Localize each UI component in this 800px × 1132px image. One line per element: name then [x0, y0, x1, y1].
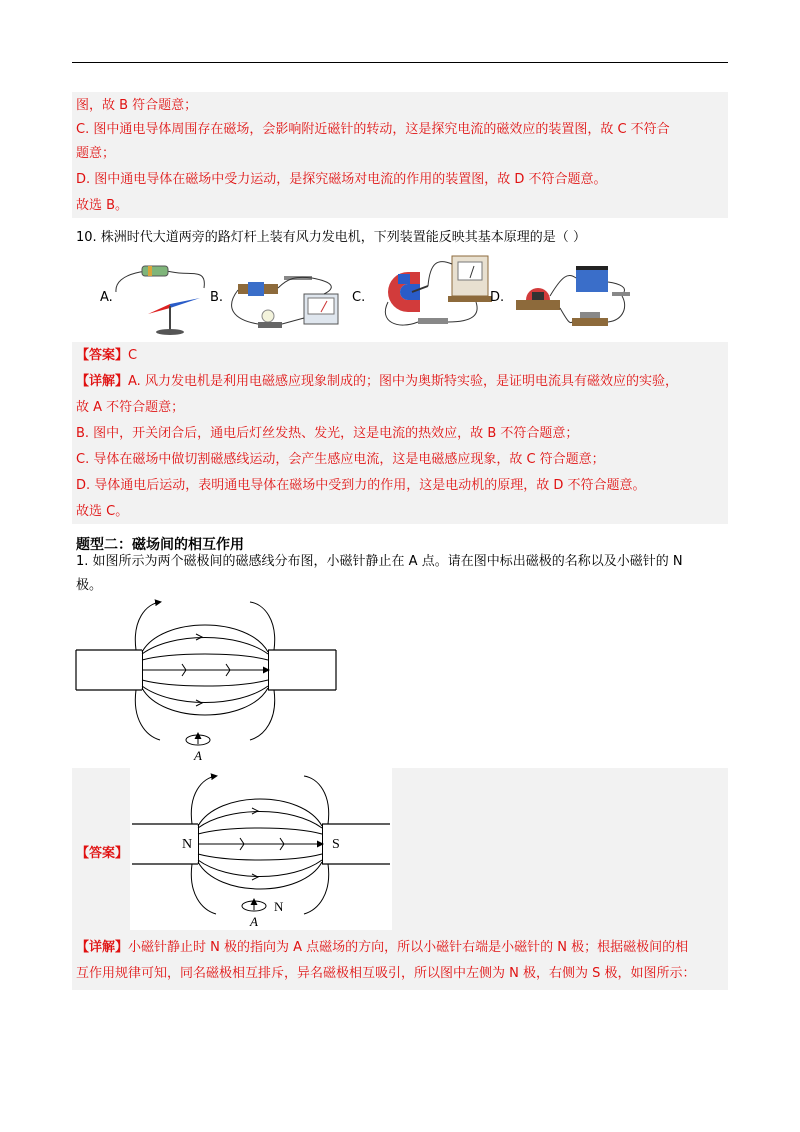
right-pole-label: S	[332, 837, 340, 852]
option-a-label: A.	[100, 290, 113, 305]
option-c-label: C.	[352, 290, 366, 305]
option-d-figure	[512, 262, 632, 334]
text-line: A. 风力发电机是利用电磁感应现象制成的；图中为奥斯特实验，是证明电流具有磁效应的实验，	[128, 374, 678, 389]
answer-magnetic-field-figure	[130, 768, 392, 930]
option-b-label: B.	[210, 290, 224, 305]
text-line: 故选 C。	[76, 504, 129, 519]
point-a-label: A	[194, 748, 202, 763]
needle-n-label: N	[274, 899, 284, 914]
text-line: 图，故 B 符合题意；	[76, 98, 198, 113]
text-line: 小磁针静止时 N 极的指向为 A 点磁场的方向，所以小磁针右端是小磁针的 N 极；根据磁极间的相	[128, 940, 689, 955]
answer-value: C	[128, 348, 138, 363]
answer-line	[76, 346, 137, 366]
answer-figure-box	[130, 768, 392, 930]
text-line: D. 图中通电导体在磁场中受力运动，是探究磁场对电流的作用的装置图，故 D 不符合题意。	[76, 172, 607, 187]
answer-block-q10	[72, 342, 728, 524]
answer-tag: 【答案】	[76, 348, 129, 363]
question-1-line-1: 1. 如图所示为两个磁极间的磁感线分布图，小磁针静止在 A 点。请在图中标出磁极的名称以及小磁针的 N	[76, 554, 683, 569]
text-line: B. 图中，开关闭合后，通电后灯丝发热、发光，这是电流的热效应，故 B 不符合题意；	[76, 426, 579, 441]
question-10-text: 10. 株洲时代大道两旁的路灯杆上装有风力发电机，下列装置能反映其基本原理的是（ ）	[76, 230, 586, 245]
header-rule	[72, 62, 728, 63]
text-line: 题意；	[76, 146, 116, 161]
option-a-figure	[112, 258, 212, 338]
detail-tag: 【详解】	[76, 374, 129, 389]
option-b-figure	[224, 258, 344, 334]
text-line: C. 图中通电导体周围存在磁场，会影响附近磁针的转动，这是探究电流的磁效应的装置图，故 C 不符合	[76, 122, 670, 137]
detail-line	[76, 372, 678, 392]
point-a-label: A	[250, 914, 258, 929]
detail-line	[76, 938, 688, 958]
text-line: 互作用规律可知，同名磁极相互排斥，异名磁极相互吸引，所以图中左侧为 N 极，右侧为 S 极，如图所示：	[76, 966, 696, 981]
magnetic-field-figure	[72, 596, 342, 766]
answer-tag: 【答案】	[76, 846, 129, 861]
section-title: 题型二：磁场间的相互作用	[76, 537, 244, 553]
option-c-figure	[368, 252, 500, 336]
text-line: 故选 B。	[76, 198, 129, 213]
option-d-label: D.	[490, 290, 505, 305]
question-1-line-2: 极。	[76, 578, 103, 593]
text-line: C. 导体在磁场中做切割磁感线运动，会产生感应电流，这是电磁感应现象，故 C 符合题意；	[76, 452, 605, 467]
detail-tag: 【详解】	[76, 940, 129, 955]
answer-block-prev	[72, 92, 728, 218]
answer-block-q1	[72, 768, 728, 990]
text-line: 故 A 不符合题意；	[76, 400, 185, 415]
left-pole-label: N	[182, 837, 193, 852]
text-line: D. 导体通电后运动，表明通电导体在磁场中受到力的作用，这是电动机的原理，故 D 不符合题意。	[76, 478, 646, 493]
